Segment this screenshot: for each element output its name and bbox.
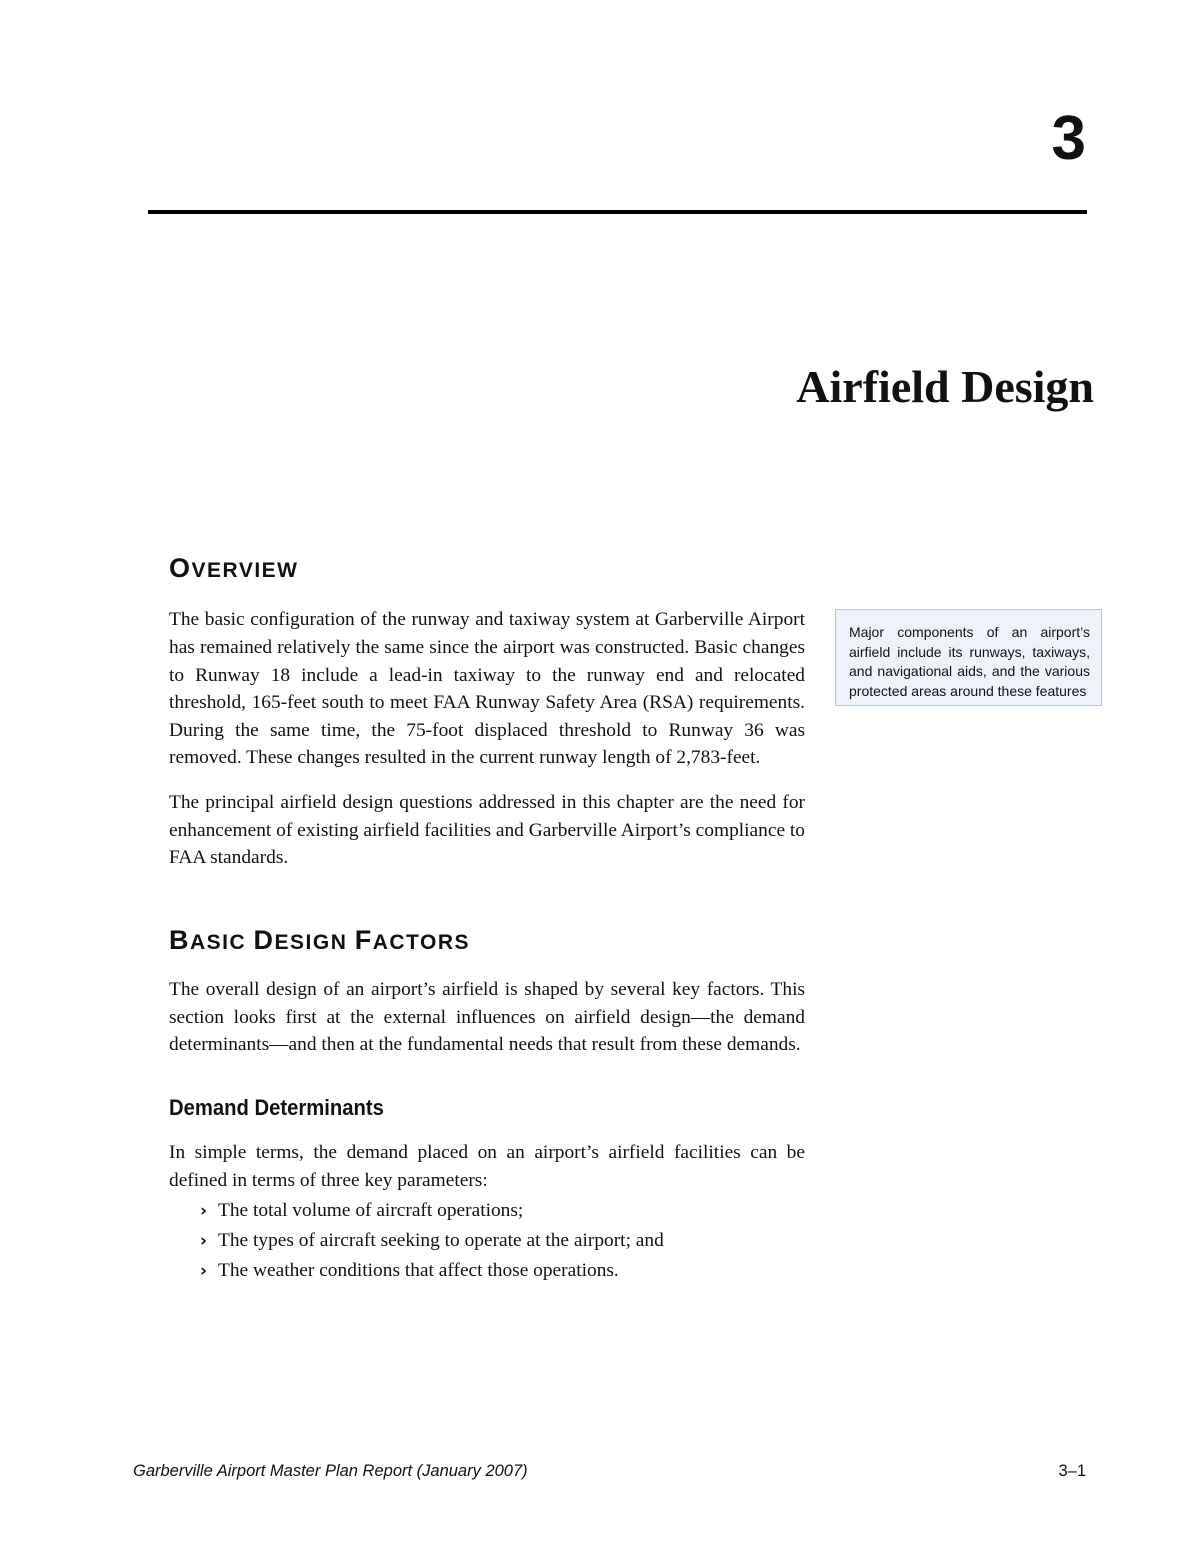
chapter-title: Airfield Design: [796, 361, 1094, 412]
basic-design-factors-paragraph: The overall design of an airport’s airfield is shaped by several key factors. This section looks first at the external influences on airfield design—the demand determinants—and then at the fundamental needs that result from these demands.: [169, 979, 805, 1056]
basic-design-factors-heading: [169, 924, 805, 956]
heading-initial-b: B: [169, 924, 190, 955]
chevron-right-icon: ›: [200, 1231, 208, 1252]
overview-heading: [169, 552, 805, 584]
chapter-number: 3: [1051, 104, 1086, 173]
overview-heading-rest: VERVIEW: [191, 559, 299, 582]
chapter-divider: [148, 210, 1087, 214]
list-item: [200, 1196, 805, 1226]
overview-paragraph-2: The principal airfield design questions addressed in this chapter are the need for enhancement of existing airfield facilities and Garberville Airport’s compliance to FAA standards.: [169, 791, 805, 869]
overview-heading-initial: O: [169, 553, 192, 583]
list-item: [200, 1226, 805, 1256]
main-text-column: [169, 552, 805, 1286]
heading-rest-esign: ESIGN: [274, 930, 355, 954]
heading-rest-actors: ACTORS: [372, 930, 470, 954]
list-item: [200, 1256, 805, 1286]
demand-determinants-paragraph: In simple terms, the demand placed on an airport’s airfield facilities can be defined in terms of three key parameters:: [169, 1142, 805, 1191]
heading-initial-d: D: [253, 924, 275, 955]
list-item-text: The weather conditions that affect those operations.: [218, 1260, 619, 1282]
heading-rest-asic: ASIC: [190, 930, 254, 954]
footer-page-number: 3–1: [1058, 1462, 1086, 1480]
list-item-text: The total volume of aircraft operations;: [218, 1200, 524, 1222]
chevron-right-icon: ›: [200, 1201, 208, 1222]
demand-determinants-heading: Demand Determinants: [169, 1094, 384, 1120]
sidebar-callout: Major components of an airport’s airfield include its runways, taxiways, and navigational aids, and the various protected areas around these features: [835, 609, 1102, 706]
heading-initial-f: F: [354, 924, 373, 955]
list-item-text: The types of aircraft seeking to operate at the airport; and: [218, 1230, 664, 1252]
footer-report-title: Garberville Airport Master Plan Report (January 2007): [133, 1462, 528, 1480]
chevron-right-icon: ›: [200, 1261, 208, 1282]
demand-parameters-list: [169, 1196, 805, 1286]
overview-paragraph-1: The basic configuration of the runway and taxiway system at Garberville Airport has remained relatively the same since the airport was constructed. Basic changes to Runway 18 include a lead-in taxiway to the runway end and relocated threshold, 165-feet south to meet FAA Runway Safety Area (RSA) requirements. During the same time, the 75-foot displaced threshold to Runway 36 was removed. These changes resulted in the current runway length of 2,783-feet.: [169, 609, 805, 769]
